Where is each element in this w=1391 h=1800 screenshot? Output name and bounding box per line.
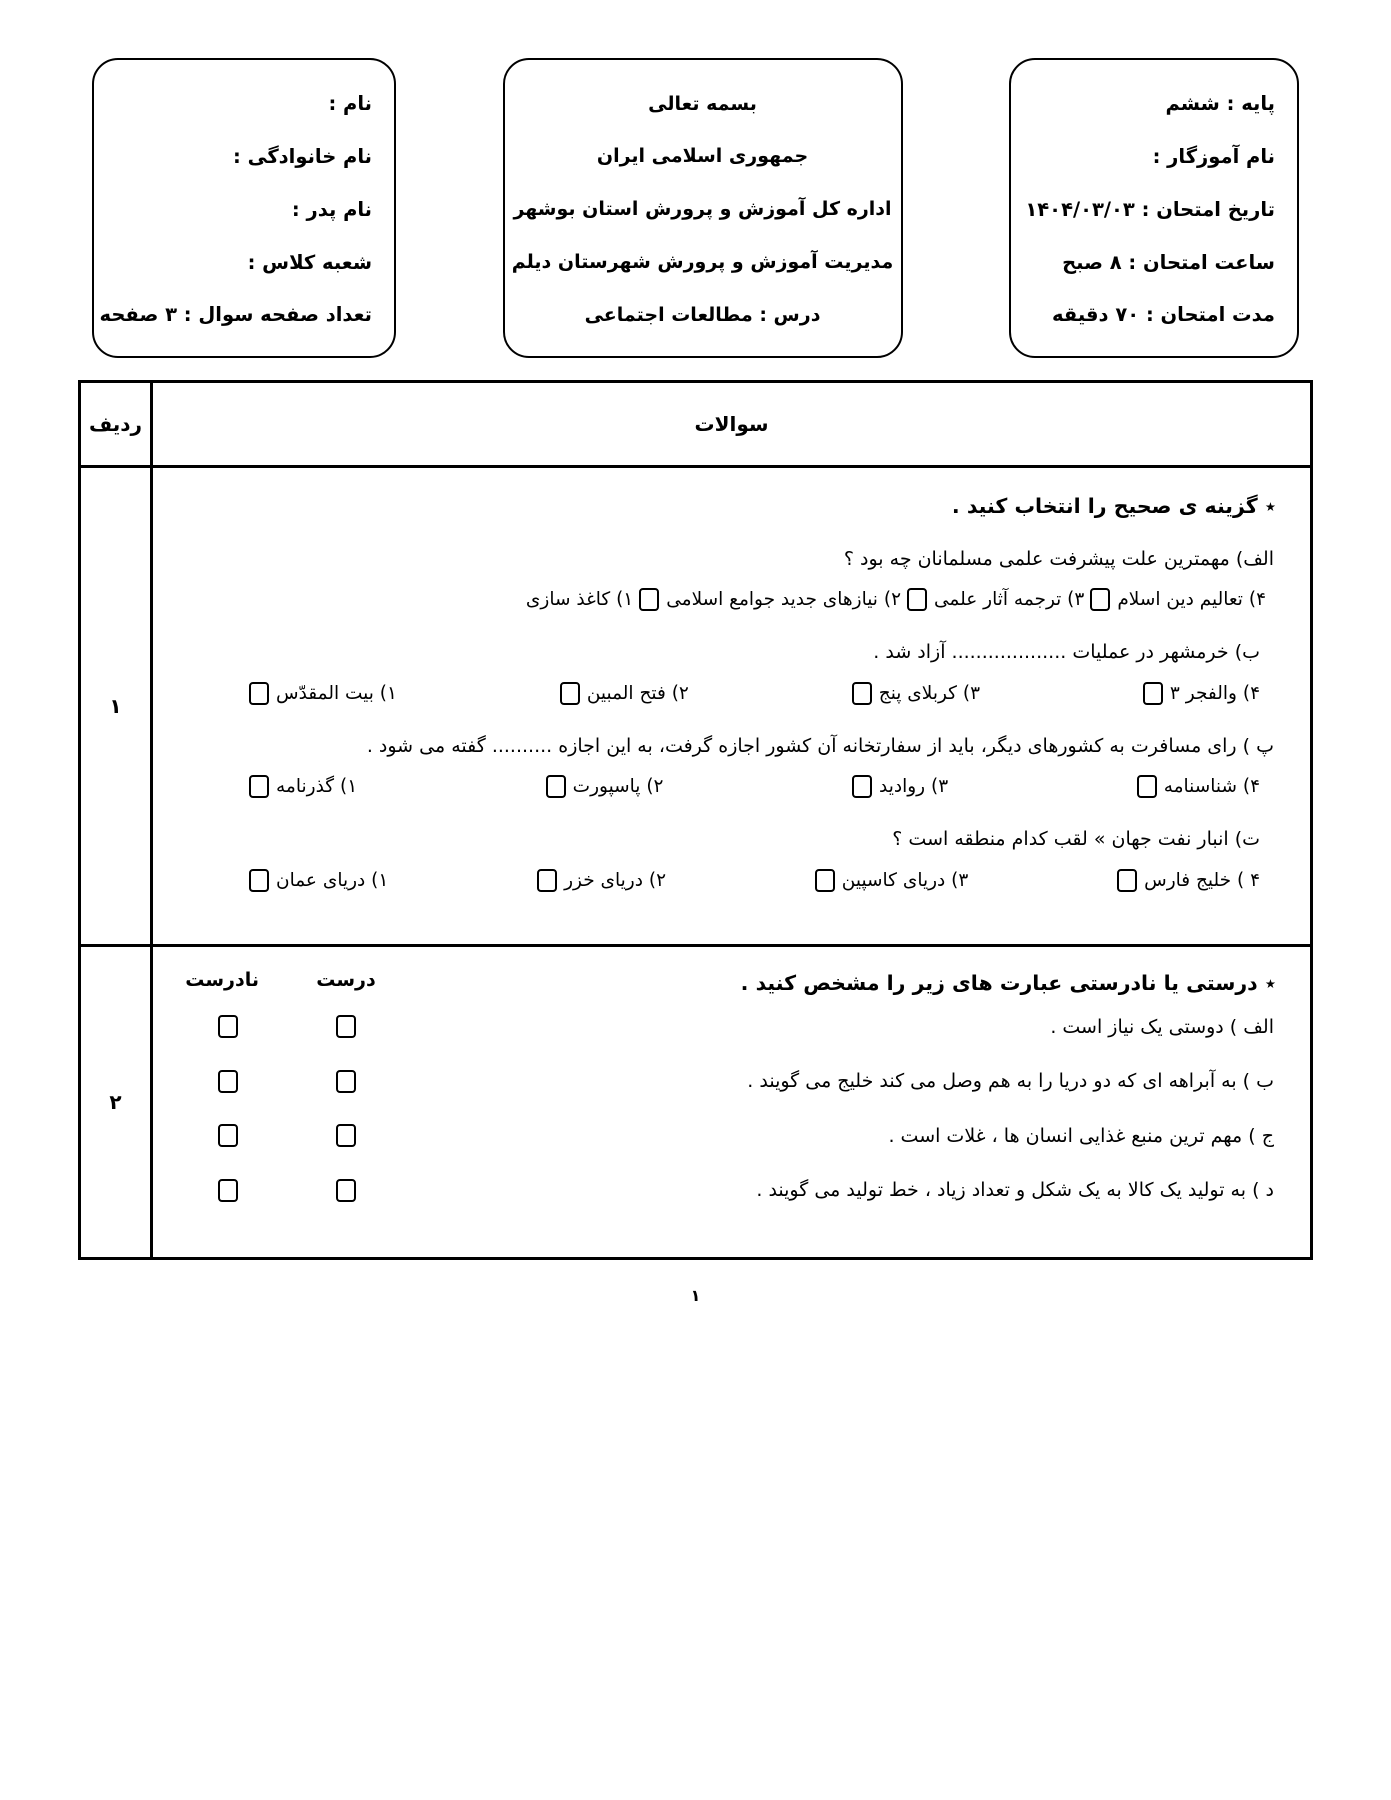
statement-a-false-cell[interactable]: [197, 1015, 259, 1038]
country-line: جمهوری اسلامی ایران: [596, 145, 809, 168]
row-column-header: ردیف: [80, 382, 152, 467]
truefalse-column-headers: [179, 969, 377, 991]
question-2-head: [179, 969, 1284, 995]
district-education-line: مدیریت آموزش و پرورش شهرستان دیلم: [511, 250, 894, 273]
checkbox-icon[interactable]: [546, 775, 566, 798]
statement-d-boxes: [179, 1179, 377, 1202]
statement-d-false-cell[interactable]: [197, 1179, 259, 1202]
header-row: [0, 0, 1391, 358]
question-1-part-b-stem: ب) خرمشهر در عملیات ................... آزاد شد .: [873, 641, 1260, 664]
checkbox-icon[interactable]: [336, 1124, 356, 1147]
option-d-2-label: ۲) دریای خزر: [564, 869, 667, 891]
option-c-2-label: ۲) پاسپورت: [572, 776, 664, 798]
option-a-1-label: ۱) کاغذ سازی: [525, 589, 634, 611]
option-c-3-label: ۳) روادید: [879, 776, 949, 798]
grade-label: پایه : ششم: [1165, 92, 1275, 116]
checkbox-icon[interactable]: [852, 775, 872, 798]
statement-a-true-cell[interactable]: [315, 1015, 377, 1038]
institution-box: [503, 58, 903, 358]
teacher-name-label: نام آموزگار :: [1152, 145, 1275, 168]
question-1-heading: ٭ گزینه ی صحیح را انتخاب کنید .: [951, 494, 1276, 518]
statement-a: الف ) دوستی یک نیاز است .: [1050, 1015, 1274, 1038]
province-education-line: اداره کل آموزش و پرورش استان بوشهر: [513, 198, 892, 221]
option-c-4[interactable]: [1137, 775, 1260, 798]
questions-column-header: سوالات: [152, 382, 1312, 467]
exam-info-box: [1009, 58, 1299, 358]
subject-line: درس : مطالعات اجتماعی: [584, 303, 821, 326]
checkbox-icon[interactable]: [852, 682, 872, 705]
page-number: ۱: [690, 1285, 701, 1305]
checkbox-icon[interactable]: [218, 1015, 238, 1038]
option-a-2[interactable]: [639, 588, 901, 611]
question-1-part-a-options: [179, 588, 1284, 611]
questions-table-wrap: [0, 358, 1391, 1260]
option-a-1[interactable]: [526, 589, 633, 610]
question-2-row: [80, 945, 1312, 1258]
statement-c-boxes: [179, 1124, 377, 1147]
option-c-4-label: ۴) شناسنامه: [1163, 776, 1260, 798]
checkbox-icon[interactable]: [1117, 869, 1137, 892]
checkbox-icon[interactable]: [639, 588, 659, 611]
statement-b-true-cell[interactable]: [315, 1070, 377, 1093]
question-2-cell: [152, 945, 1312, 1258]
truefalse-row: [179, 1176, 1284, 1205]
truefalse-row: [179, 1067, 1284, 1096]
first-name-label: نام :: [328, 92, 372, 116]
checkbox-icon[interactable]: [815, 869, 835, 892]
option-a-3[interactable]: [907, 588, 1084, 611]
checkbox-icon[interactable]: [218, 1179, 238, 1202]
option-d-2[interactable]: [537, 869, 666, 892]
statement-b-boxes: [179, 1070, 377, 1093]
option-a-4-label: ۴) تعالیم دین اسلام: [1117, 589, 1266, 611]
option-d-3-label: ۳) دریای کاسپین: [841, 869, 969, 891]
checkbox-icon[interactable]: [249, 682, 269, 705]
option-b-2[interactable]: [560, 682, 689, 705]
option-c-1[interactable]: [249, 775, 357, 798]
option-b-4-label: ۴) والفجر ۳: [1169, 682, 1260, 704]
checkbox-icon[interactable]: [218, 1070, 238, 1093]
option-a-2-label: ۲) نیازهای جدید جوامع اسلامی: [666, 589, 901, 611]
exam-time-label: ساعت امتحان : ۸ صبح: [1062, 250, 1275, 274]
class-section-label: شعبه کلاس :: [247, 250, 372, 274]
column-header-true: درست: [316, 968, 376, 991]
question-1-part-d-options: [179, 869, 1284, 892]
exam-duration-label: مدت امتحان : ۷۰ دقیقه: [1051, 303, 1275, 327]
last-name-label: نام خانوادگی :: [233, 145, 372, 168]
option-c-3[interactable]: [852, 775, 948, 798]
statement-d-true-cell[interactable]: [315, 1179, 377, 1202]
checkbox-icon[interactable]: [560, 682, 580, 705]
page-count-label: تعداد صفحه سوال : ۳ صفحه: [99, 303, 372, 327]
checkbox-icon[interactable]: [336, 1015, 356, 1038]
table-header-row: [80, 382, 1312, 467]
statement-d: د ) به تولید یک کالا به یک شکل و تعداد زیاد ، خط تولید می گویند .: [756, 1179, 1274, 1202]
question-1-number: ۱: [80, 467, 152, 946]
father-name-label: نام پدر :: [291, 197, 372, 221]
option-b-1[interactable]: [249, 682, 397, 705]
checkbox-icon[interactable]: [249, 869, 269, 892]
option-b-1-label: ۱) بیت المقدّس: [276, 682, 397, 704]
option-d-4-label: ۴ ) خلیج فارس: [1144, 869, 1260, 891]
exam-date-label: تاریخ امتحان : ۱۴۰۴/۰۳/۰۳: [1025, 197, 1275, 221]
checkbox-icon[interactable]: [1090, 588, 1110, 611]
checkbox-icon[interactable]: [249, 775, 269, 798]
statement-c-false-cell[interactable]: [197, 1124, 259, 1147]
option-b-3-label: ۳) کربلای پنج: [878, 682, 981, 704]
truefalse-row: [179, 1013, 1284, 1042]
option-b-4[interactable]: [1143, 682, 1260, 705]
option-b-2-label: ۲) فتح المبین: [586, 682, 689, 704]
option-d-1[interactable]: [249, 869, 388, 892]
statement-c: ج ) مهم ترین منبع غذایی انسان ها ، غلات است .: [888, 1124, 1274, 1147]
question-1-part-b-options: [179, 682, 1284, 705]
option-c-1-label: ۱) گذرنامه: [276, 776, 358, 798]
checkbox-icon[interactable]: [218, 1124, 238, 1147]
statement-a-boxes: [179, 1015, 377, 1038]
question-1-row: [80, 467, 1312, 946]
truefalse-row: [179, 1122, 1284, 1151]
checkbox-icon[interactable]: [1143, 682, 1163, 705]
question-1-part-a-stem: الف) مهمترین علت پیشرفت علمی مسلمانان چه بود ؟: [843, 548, 1274, 570]
statement-b: ب ) به آبراهه ای که دو دریا را به هم وصل می کند خلیج می گویند .: [747, 1070, 1274, 1093]
question-1-part-d-stem: ت) انبار نفت جهان » لقب کدام منطقه است ؟: [892, 828, 1260, 851]
option-a-3-label: ۳) ترجمه آثار علمی: [934, 589, 1085, 611]
question-1-cell: [152, 467, 1312, 946]
option-c-2[interactable]: [546, 775, 664, 798]
option-a-4[interactable]: [1090, 588, 1266, 611]
checkbox-icon[interactable]: [336, 1070, 356, 1093]
option-b-3[interactable]: [852, 682, 980, 705]
statement-c-true-cell[interactable]: [315, 1124, 377, 1147]
checkbox-icon[interactable]: [336, 1179, 356, 1202]
option-d-3[interactable]: [815, 869, 969, 892]
column-header-false: نادرست: [185, 968, 259, 991]
checkbox-icon[interactable]: [1137, 775, 1157, 798]
question-1-part-c-stem: پ ) رای مسافرت به کشورهای دیگر، باید از سفارتخانه آن کشور اجازه گرفت، به این اجازه .......... گفته می شود .: [366, 734, 1274, 757]
questions-table: [78, 380, 1313, 1260]
student-info-box: [92, 58, 396, 358]
question-2-heading: ٭ درستی یا نادرستی عبارت های زیر را مشخص کنید .: [740, 970, 1276, 995]
checkbox-icon[interactable]: [907, 588, 927, 611]
statement-b-false-cell[interactable]: [197, 1070, 259, 1093]
checkbox-icon[interactable]: [537, 869, 557, 892]
question-1-part-c-options: [179, 775, 1284, 798]
bismillah-line: بسمه تعالی: [648, 92, 757, 115]
question-2-number: ۲: [80, 945, 152, 1258]
option-d-4[interactable]: [1117, 869, 1260, 892]
option-d-1-label: ۱) دریای عمان: [276, 869, 389, 891]
